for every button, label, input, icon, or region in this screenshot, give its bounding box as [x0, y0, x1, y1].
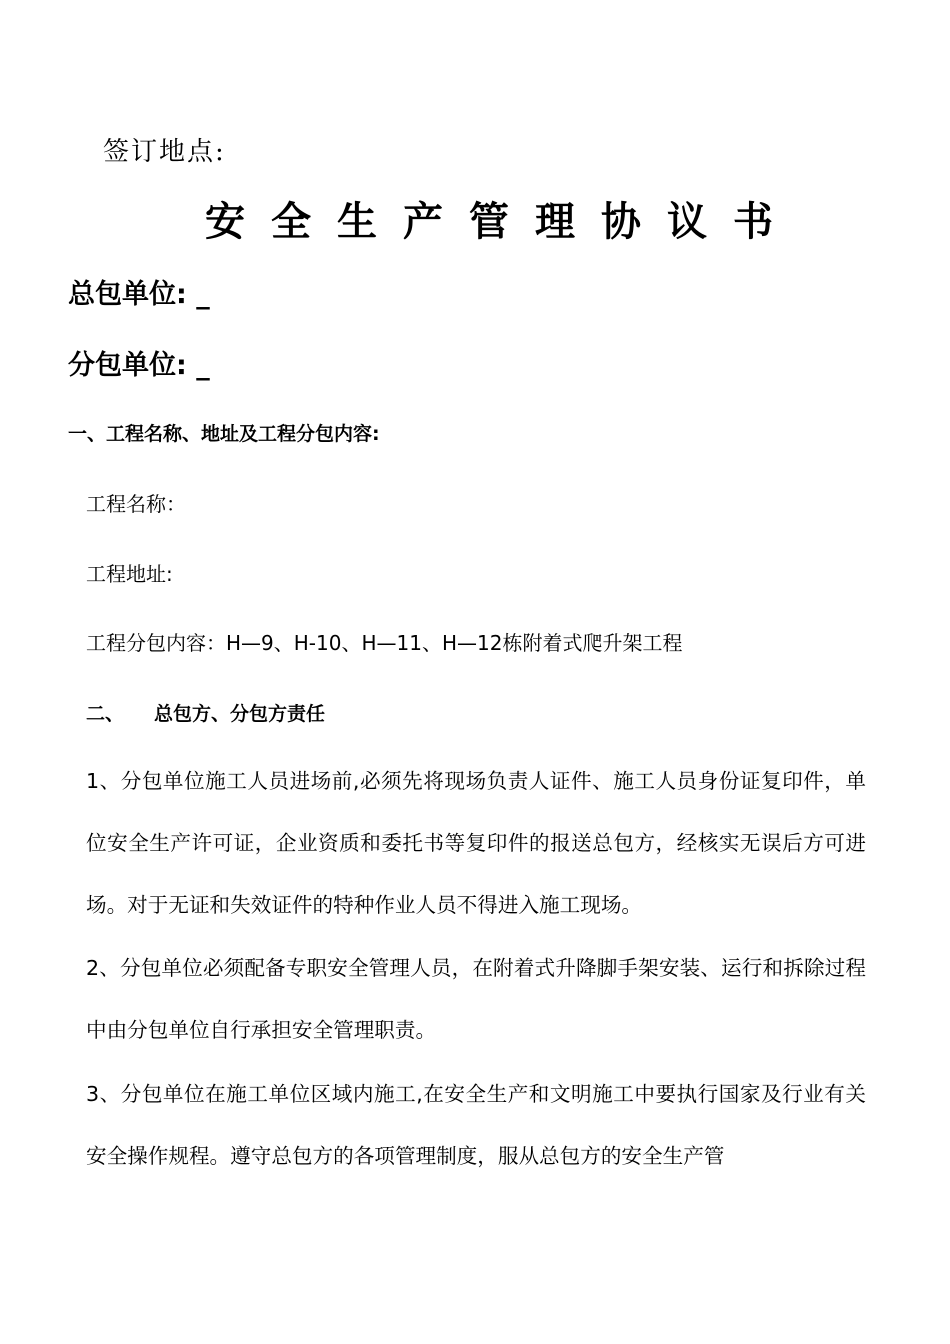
- project-address-line: 工程地址:: [86, 562, 173, 586]
- responsibility-item-2: 2、分包单位必须配备专职安全管理人员，在附着式升降脚手架安装、运行和拆除过程中由分包单位自行承担安全管理职责。: [86, 956, 866, 1042]
- section-two-heading: [86, 705, 325, 724]
- section-two-title: 总包方、分包方责任: [154, 703, 326, 725]
- section-one-heading: 一、工程名称、地址及工程分包内容:: [68, 423, 380, 445]
- responsibility-item-3: 3、分包单位在施工单位区域内施工,在安全生产和文明施工中要执行国家及行业有关安全操作规程。遵守总包方的各项管理制度，服从总包方的安全生产管: [86, 1082, 866, 1168]
- responsibility-item-1: 1、分包单位施工人员进场前,必须先将现场负责人证件、施工人员身份证复印件，单位安全生产许可证，企业资质和委托书等复印件的报送总包方，经核实无误后方可进场。对于无证和失效证件的特种作业人员不得进入施工现场。: [86, 769, 866, 917]
- subcontractor-line: 分包单位: _: [68, 350, 210, 381]
- signing-place-label: 签订地点:: [103, 137, 226, 167]
- document-title: 安全生产管理协议书: [205, 199, 799, 245]
- general-contractor-line: 总包单位: _: [68, 279, 210, 310]
- section-two-number: 二、: [86, 703, 125, 725]
- project-name-line: 工程名称：: [86, 492, 186, 516]
- project-content-line: 工程分包内容：H—9、H-10、H—11、H—12栋附着式爬升架工程: [86, 631, 683, 655]
